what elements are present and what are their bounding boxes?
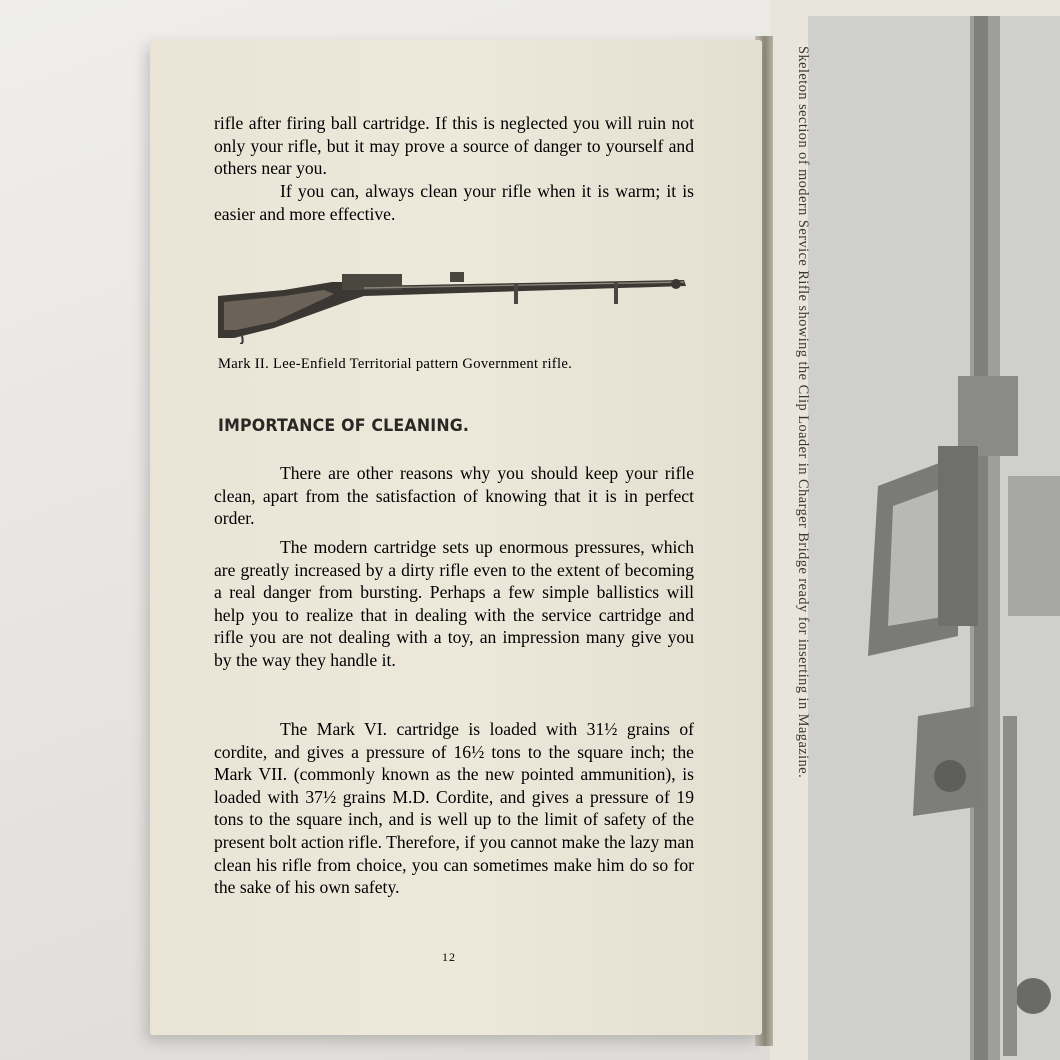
page-number: 12 xyxy=(442,950,456,964)
figure-caption: Mark II. Lee-Enfield Territorial pattern Government rifle. xyxy=(218,356,573,372)
rifle-illustration xyxy=(214,266,699,344)
rifle-skeleton-plate xyxy=(808,16,1060,1060)
paragraph-clean-when-warm: If you can, always clean your rifle when it is warm; it is easier and more effective. xyxy=(214,181,694,224)
paragraph-mark-vi: The Mark VI. cartridge is loaded with 31½ grains of cordite, and gives a pressure of 16½ tons to the square inch; the Mark VII. (commonly known as the new pointed ammunition), is loaded with 37½ grains M.D. Cordite, and gives a pressure of 19 tons to the square inch, and is well up to the limit of safety of the present bolt action rifle. Therefore, if you cannot make the lazy man clean his rifle from choice, you can sometimes make him do so for the sake of his own safety. xyxy=(214,719,694,898)
paragraph-other-reasons: There are other reasons why you should keep your rifle clean, apart from the satisfaction of knowing that it is in perfect order. xyxy=(214,463,694,529)
paragraph-continuation: rifle after firing ball cartridge. If this is neglected you will ruin not only your rifle, but it may prove a source of danger to yourself and others near you. xyxy=(214,113,694,179)
paragraph-modern-cartridge: The modern cartridge sets up enormous pressures, which are greatly increased by a dirty rifle even to the extent of becoming a real danger from bursting. Perhaps a few simple ballistics will help you to realize that in dealing with the service cartridge and rifle you are not dealing with a toy, an impression many give you by the way they handle it. xyxy=(214,537,694,670)
section-heading: IMPORTANCE OF CLEANING. xyxy=(218,416,470,436)
plate-caption: Skeleton section of modern Service Rifle showing the Clip Loader in Charger Bridge ready for inserting in Magazine. xyxy=(795,46,811,779)
